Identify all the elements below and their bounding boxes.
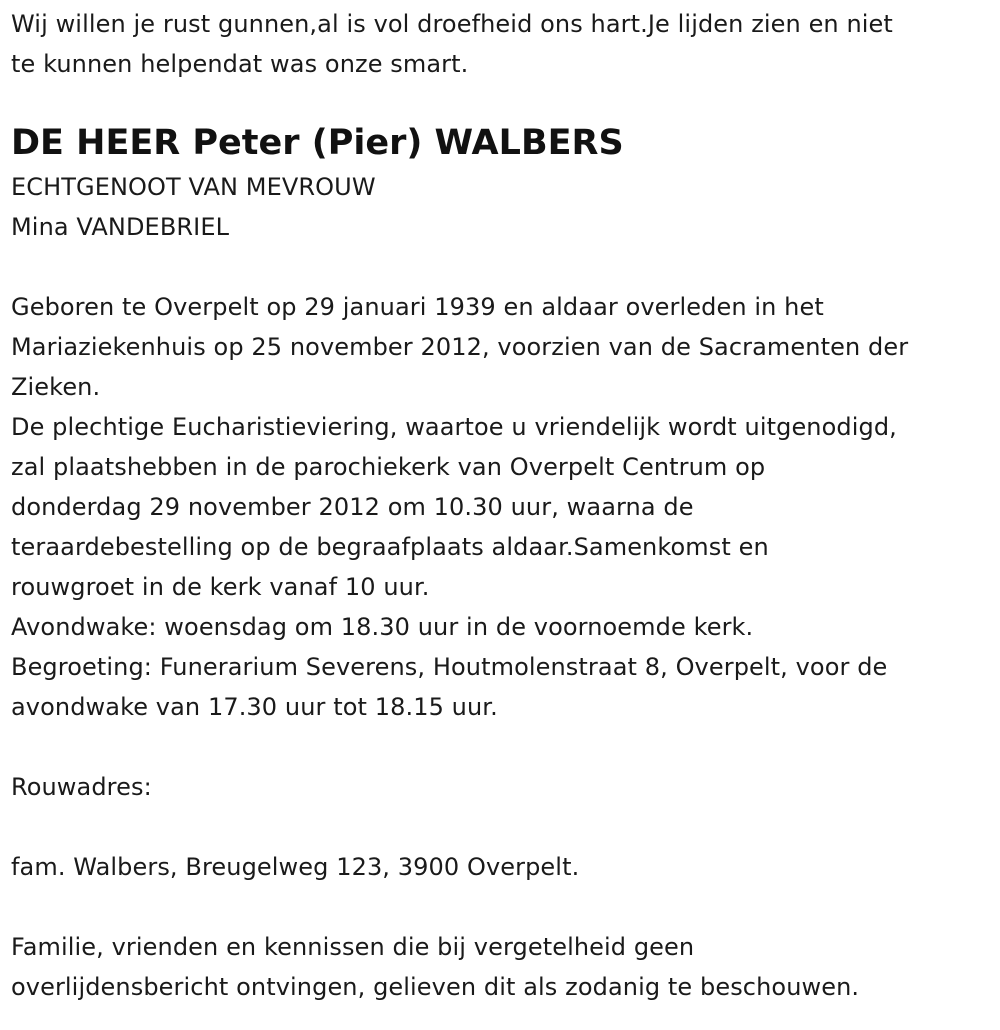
details-line: zal plaatshebben in de parochiekerk van Overpelt Centrum op	[11, 453, 766, 481]
death-notice	[11, 4, 996, 1007]
details-line: rouwgroet in de kerk vanaf 10 uur.	[11, 573, 430, 601]
details-line: Geboren te Overpelt op 29 januari 1939 en aldaar overleden in het	[11, 293, 824, 321]
closing-line-2: overlijdensbericht ontvingen, gelieven dit als zodanig te beschouwen.	[11, 973, 860, 1001]
details-line: Avondwake: woensdag om 18.30 uur in de voornoemde kerk.	[11, 613, 754, 641]
address-value: fam. Walbers, Breugelweg 123, 3900 Overpelt.	[11, 853, 580, 881]
details-line: Zieken.	[11, 373, 101, 401]
closing-line-1: Familie, vrienden en kennissen die bij vergetelheid geen	[11, 933, 695, 961]
details-line: Begroeting: Funerarium Severens, Houtmolenstraat 8, Overpelt, voor de	[11, 653, 888, 681]
spacer	[11, 807, 996, 847]
poem-line-1: Wij willen je rust gunnen,al is vol droefheid ons hart.Je lijden zien en niet	[11, 10, 893, 38]
details-line: De plechtige Eucharistieviering, waartoe u vriendelijk wordt uitgenodigd,	[11, 413, 897, 441]
poem-line-2: te kunnen helpendat was onze smart.	[11, 50, 469, 78]
spouse-name: Mina VANDEBRIEL	[11, 213, 230, 241]
details-paragraph	[11, 287, 996, 727]
details-line: donderdag 29 november 2012 om 10.30 uur, waarna de	[11, 493, 694, 521]
details-line: Mariaziekenhuis op 25 november 2012, voorzien van de Sacramenten der	[11, 333, 909, 361]
spacer	[11, 247, 996, 287]
details-line: avondwake van 17.30 uur tot 18.15 uur.	[11, 693, 498, 721]
spacer	[11, 727, 996, 767]
address-label: Rouwadres:	[11, 773, 152, 801]
deceased-name: DE HEER Peter (Pier) WALBERS	[11, 123, 624, 163]
relation-text: ECHTGENOOT VAN MEVROUW	[11, 173, 376, 201]
details-line: teraardebestelling op de begraafplaats aldaar.Samenkomst en	[11, 533, 769, 561]
spacer	[11, 887, 996, 927]
